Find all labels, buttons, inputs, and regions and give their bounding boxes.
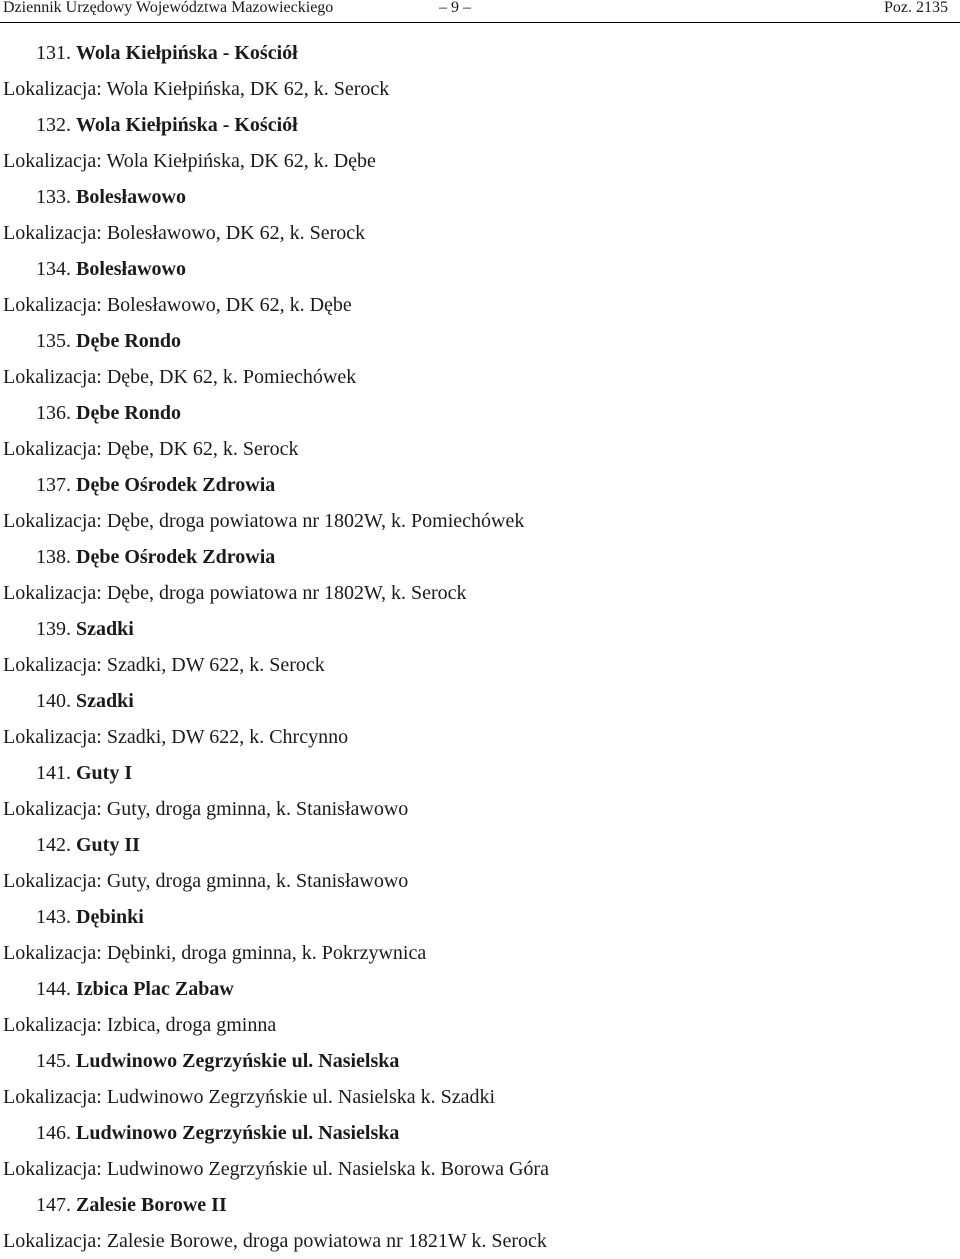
list-item (0, 251, 960, 323)
stop-number: 144. (36, 978, 71, 1000)
stop-title (0, 683, 960, 719)
stop-name: Guty II (76, 834, 140, 856)
stop-title (0, 755, 960, 791)
page-number: – 9 – (439, 0, 471, 16)
stop-name: Dębe Ośrodek Zdrowia (76, 474, 276, 496)
stop-location: Lokalizacja: Guty, droga gminna, k. Stanisławowo (3, 870, 409, 892)
list-item (0, 395, 960, 467)
stop-title (0, 1043, 960, 1079)
list-item (0, 683, 960, 755)
stop-title (0, 827, 960, 863)
stop-name: Szadki (76, 618, 134, 640)
stop-number: 147. (36, 1194, 71, 1216)
stop-name: Dębe Ośrodek Zdrowia (76, 546, 276, 568)
list-item (0, 899, 960, 971)
stop-title (0, 107, 960, 143)
stop-number: 141. (36, 762, 71, 784)
stop-number: 138. (36, 546, 71, 568)
list-item (0, 755, 960, 827)
stop-name: Bolesławowo (76, 186, 186, 208)
stop-location: Lokalizacja: Szadki, DW 622, k. Serock (3, 654, 325, 676)
stop-location: Lokalizacja: Wola Kiełpińska, DK 62, k. Serock (3, 78, 390, 100)
stop-title (0, 467, 960, 503)
stop-title (0, 611, 960, 647)
list-item (0, 1043, 960, 1115)
list-item (0, 1115, 960, 1187)
stop-number: 143. (36, 906, 71, 928)
stop-location: Lokalizacja: Izbica, droga gminna (3, 1014, 277, 1036)
stop-location: Lokalizacja: Dębe, DK 62, k. Pomiechówek (3, 366, 357, 388)
list-item (0, 467, 960, 539)
journal-title: Dziennik Urzędowy Województwa Mazowieckiego (3, 0, 334, 16)
stop-number: 133. (36, 186, 71, 208)
stop-title (0, 971, 960, 1007)
stop-name: Bolesławowo (76, 258, 186, 280)
stop-number: 134. (36, 258, 71, 280)
stop-name: Zalesie Borowe II (76, 1194, 227, 1216)
stop-location: Lokalizacja: Dębe, droga powiatowa nr 1802W, k. Serock (3, 582, 467, 604)
stop-location: Lokalizacja: Szadki, DW 622, k. Chrcynno (3, 726, 349, 748)
stop-title (0, 1115, 960, 1151)
stop-name: Guty I (76, 762, 133, 784)
stop-name: Ludwinowo Zegrzyńskie ul. Nasielska (76, 1122, 400, 1144)
list-item (0, 107, 960, 179)
stop-title (0, 1187, 960, 1223)
list-item (0, 35, 960, 107)
list-item (0, 611, 960, 683)
stop-location: Lokalizacja: Dębe, DK 62, k. Serock (3, 438, 299, 460)
stop-location: Lokalizacja: Wola Kiełpińska, DK 62, k. Dębe (3, 150, 376, 172)
stop-number: 132. (36, 114, 71, 136)
stop-name: Szadki (76, 690, 134, 712)
list-item (0, 827, 960, 899)
stop-title (0, 539, 960, 575)
stop-title (0, 251, 960, 287)
stop-name: Ludwinowo Zegrzyńskie ul. Nasielska (76, 1050, 400, 1072)
stop-title (0, 323, 960, 359)
stop-number: 131. (36, 42, 71, 64)
stop-name: Dębinki (76, 906, 144, 928)
stop-list (0, 35, 960, 1259)
list-item (0, 1187, 960, 1259)
stop-location: Lokalizacja: Zalesie Borowe, droga powiatowa nr 1821W k. Serock (3, 1230, 547, 1252)
stop-name: Izbica Plac Zabaw (76, 978, 234, 1000)
list-item (0, 971, 960, 1043)
stop-location: Lokalizacja: Ludwinowo Zegrzyńskie ul. Nasielska k. Borowa Góra (3, 1158, 549, 1180)
stop-number: 137. (36, 474, 71, 496)
stop-location: Lokalizacja: Bolesławowo, DK 62, k. Dębe (3, 294, 352, 316)
position-number: Poz. 2135 (884, 0, 948, 16)
stop-name: Wola Kiełpińska - Kościół (76, 114, 298, 136)
stop-title (0, 899, 960, 935)
stop-location: Lokalizacja: Dębinki, droga gminna, k. Pokrzywnica (3, 942, 427, 964)
list-item (0, 179, 960, 251)
stop-name: Wola Kiełpińska - Kościół (76, 42, 298, 64)
page-header (0, 0, 960, 23)
stop-number: 135. (36, 330, 71, 352)
stop-title (0, 35, 960, 71)
stop-name: Dębe Rondo (76, 330, 182, 352)
list-item (0, 539, 960, 611)
stop-number: 136. (36, 402, 71, 424)
stop-location: Lokalizacja: Bolesławowo, DK 62, k. Serock (3, 222, 366, 244)
stop-location: Lokalizacja: Dębe, droga powiatowa nr 1802W, k. Pomiechówek (3, 510, 525, 532)
stop-number: 145. (36, 1050, 71, 1072)
stop-name: Dębe Rondo (76, 402, 182, 424)
stop-number: 146. (36, 1122, 71, 1144)
stop-location: Lokalizacja: Guty, droga gminna, k. Stanisławowo (3, 798, 409, 820)
stop-number: 140. (36, 690, 71, 712)
stop-number: 139. (36, 618, 71, 640)
stop-number: 142. (36, 834, 71, 856)
stop-title (0, 395, 960, 431)
stop-location: Lokalizacja: Ludwinowo Zegrzyńskie ul. Nasielska k. Szadki (3, 1086, 496, 1108)
list-item (0, 323, 960, 395)
stop-title (0, 179, 960, 215)
